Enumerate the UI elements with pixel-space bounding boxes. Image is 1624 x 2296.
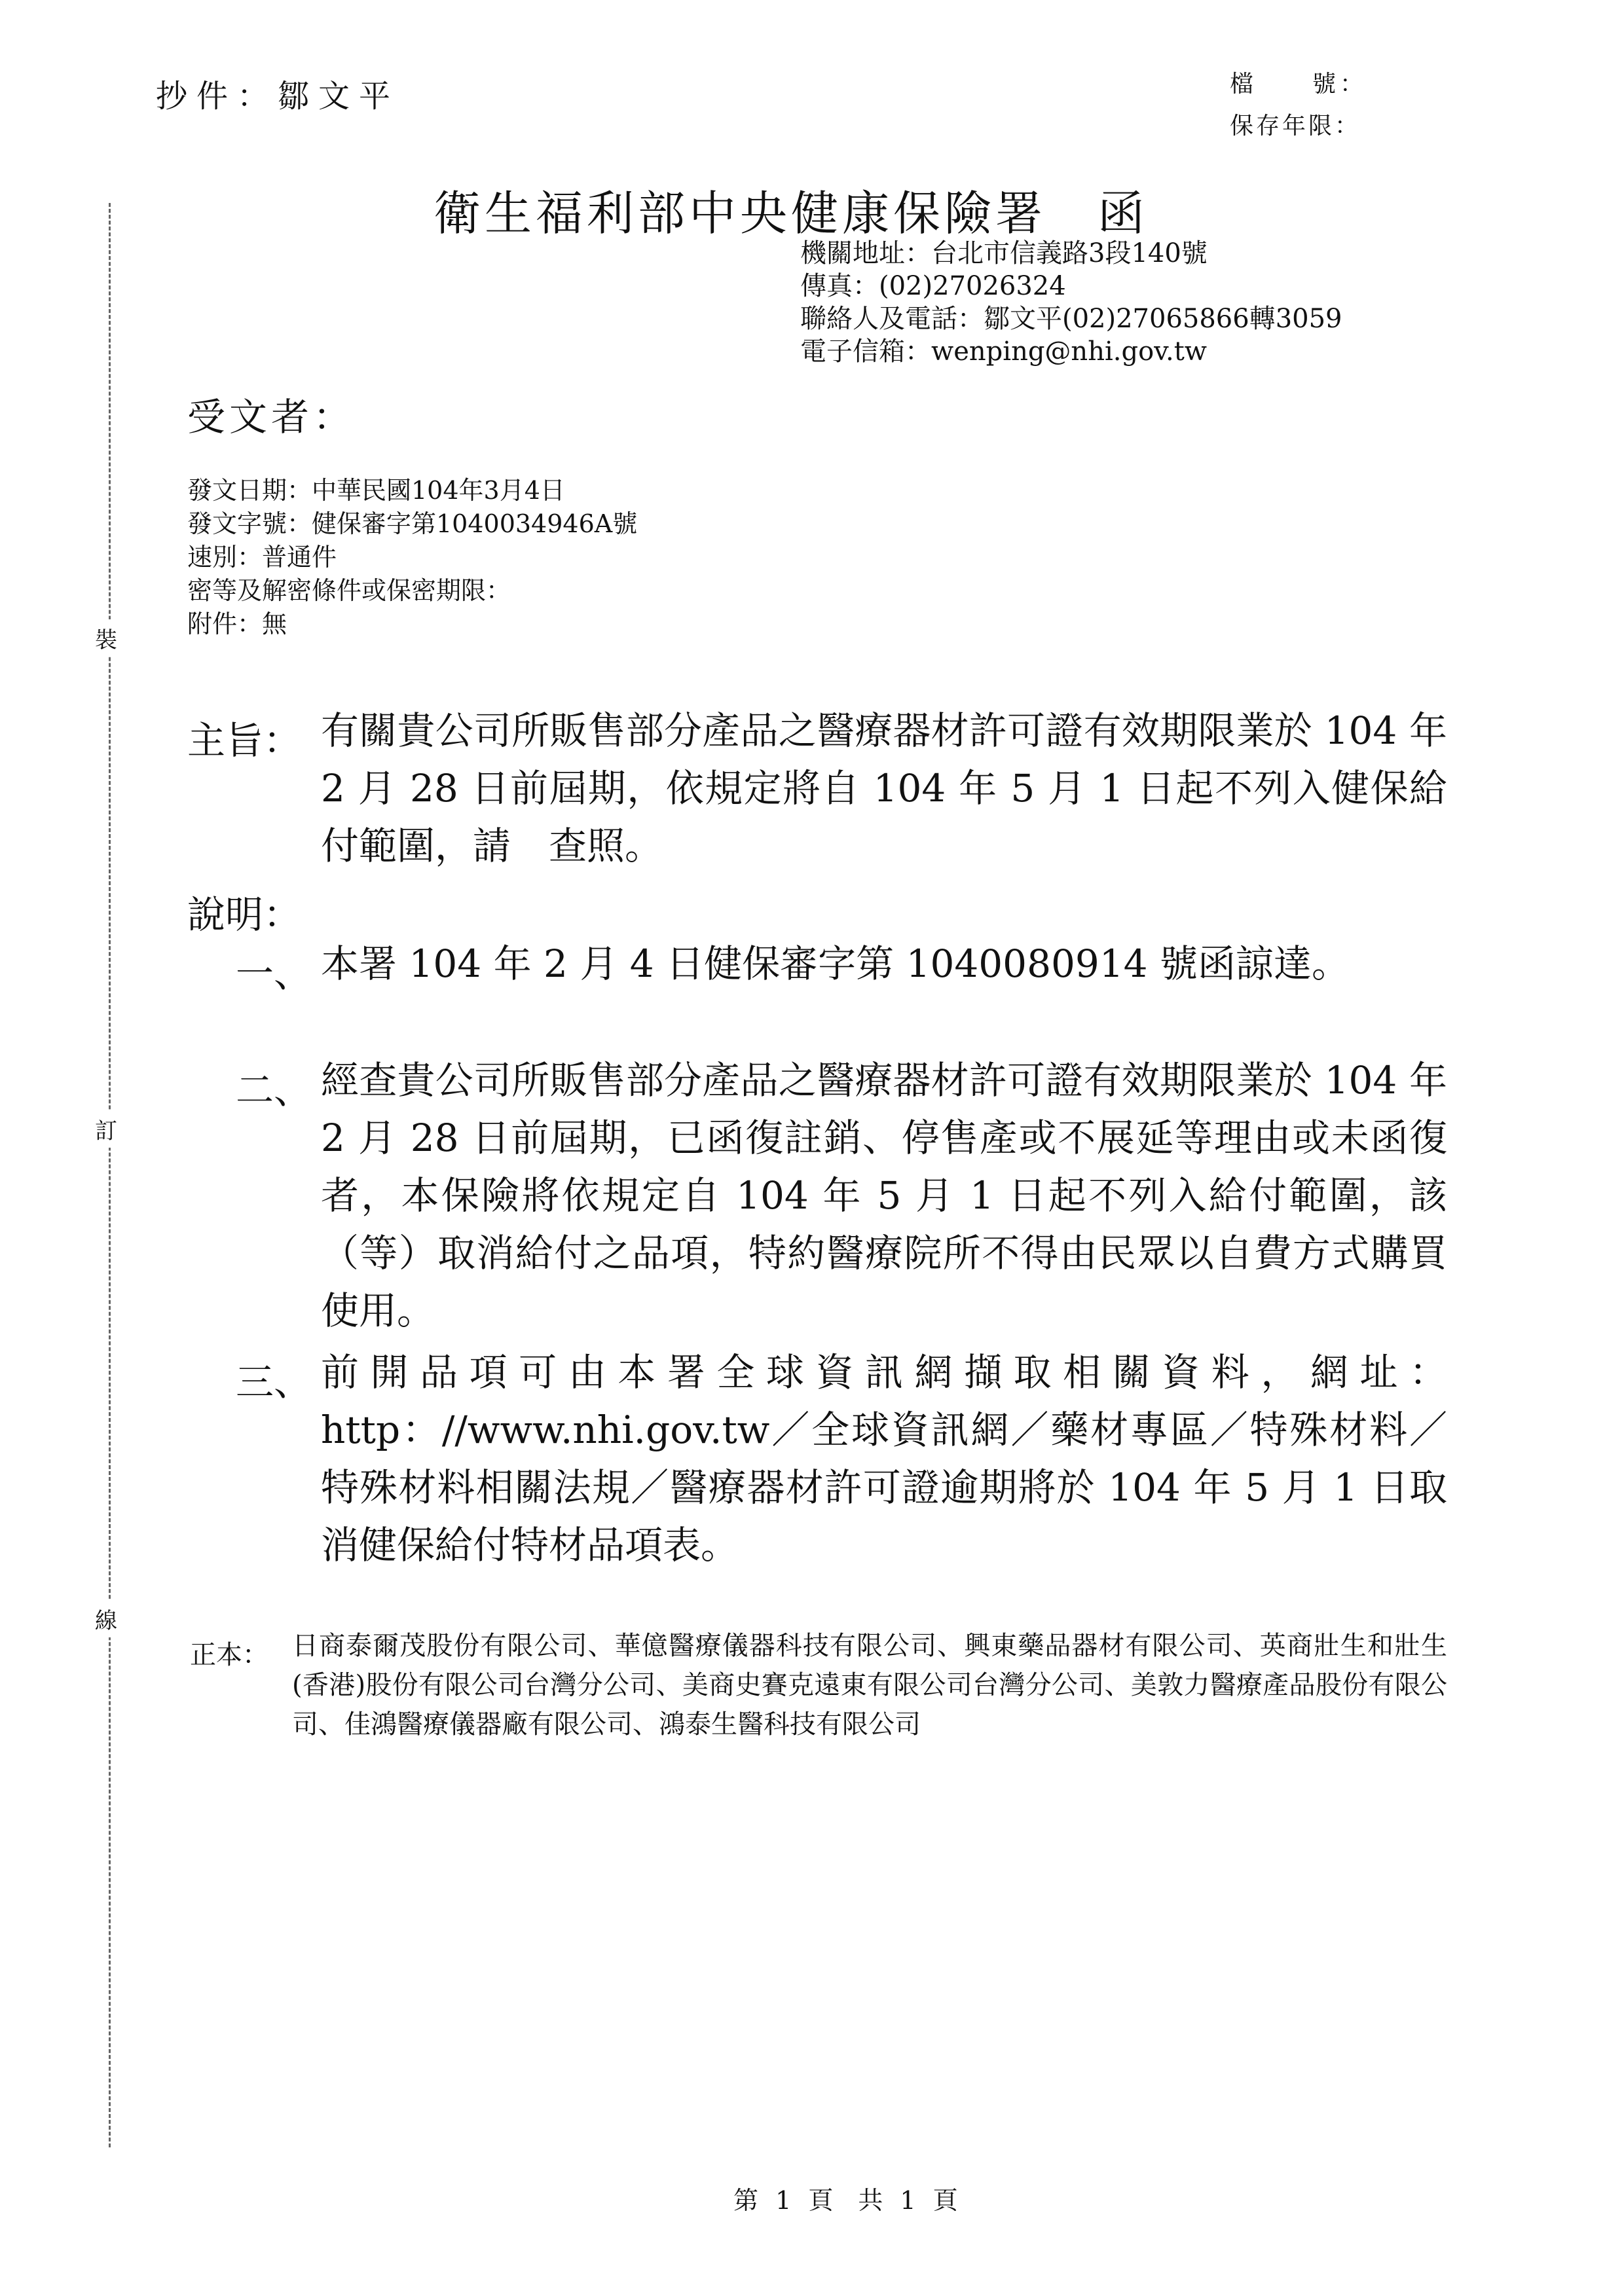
carbon-copy-recipients: 日商泰爾茂股份有限公司、華億醫療儀器科技有限公司、興東藥品器材有限公司、英商壯生和壯生(香港)股份有限公司台灣分公司、美商史賽克遠東有限公司台灣分公司、美敦力醫療產品股份有限公司、佳鴻醫療儀器廠有限公司、鴻泰生醫科技有限公司 bbox=[292, 1631, 1447, 1740]
recipient-label: 受文者： bbox=[187, 395, 356, 439]
copy-to: 抄件：鄒文平 bbox=[156, 78, 400, 115]
subject-text: 有關貴公司所販售部分產品之醫療器材許可證有效期限業於 104 年 2 月 28 日前屆期，依規定將自 104 年 5 月 1 日起不列入健保給付範圍，請 查照。 bbox=[321, 708, 1447, 868]
contact-block bbox=[800, 237, 1342, 368]
document-number: 發文字號：健保審字第1040034946A號 bbox=[187, 509, 638, 538]
binding-mark-xian: 線 bbox=[95, 1600, 117, 1637]
binding-mark-zhuang: 裝 bbox=[95, 619, 117, 657]
explanation-item-marker: 三、 bbox=[236, 1360, 312, 1404]
carbon-copy-label: 正本： bbox=[190, 1640, 268, 1670]
explanation-item-text: 經查貴公司所販售部分產品之醫療器材許可證有效期限業於 104 年 2 月 28 日前屆期，已函復註銷、停售產或不展延等理由或未函復者，本保險將依規定自 104 年 5 月 1 日起不列入給付範圍，該（等）取消給付之品項，特約醫療院所不得由民眾以自費方式購買使用。 bbox=[321, 1058, 1447, 1333]
secrecy-level: 密等及解密條件或保密期限： bbox=[187, 576, 511, 605]
agency-title: 衛生福利部中央健康保險署 函 bbox=[434, 186, 1149, 241]
binding-mark-ding: 訂 bbox=[95, 1110, 117, 1148]
contact-email: 電子信箱：wenping@nhi.gov.tw bbox=[800, 337, 1208, 367]
agency-address: 機關地址：台北市信義路3段140號 bbox=[800, 238, 1208, 268]
urgency: 速別：普通件 bbox=[187, 543, 337, 572]
retention-period-label: 保存年限： bbox=[1230, 113, 1361, 139]
file-number-label: 檔 號： bbox=[1230, 71, 1368, 98]
binding-margin-line bbox=[109, 203, 111, 2147]
issue-date: 發文日期：中華民國104年3月4日 bbox=[187, 476, 565, 505]
attachment: 附件：無 bbox=[187, 610, 287, 638]
subject-label: 主旨： bbox=[187, 718, 302, 763]
document-meta bbox=[187, 474, 637, 641]
explanation-item-text: 本署 104 年 2 月 4 日健保審字第 1040080914 號函諒達。 bbox=[321, 941, 1350, 986]
explanation-item-marker: 一、 bbox=[236, 951, 312, 996]
fax-number: 傳真：(02)27026324 bbox=[800, 271, 1066, 301]
contact-person-phone: 聯絡人及電話：鄒文平(02)27065866轉3059 bbox=[800, 304, 1342, 334]
page-number-footer: 第 1 頁 共 1 頁 bbox=[733, 2186, 958, 2215]
explanation-item-marker: 二、 bbox=[236, 1068, 312, 1112]
explanation-label: 說明： bbox=[187, 892, 302, 937]
explanation-item-text: 前開品項可由本署全球資訊網擷取相關資料，網址：http：//www.nhi.gov.tw／全球資訊網／藥材專區／特殊材料／特殊材料相關法規／醫療器材許可證逾期將於 104 年 5 月 1 日取消健保給付特材品項表。 bbox=[321, 1350, 1447, 1567]
